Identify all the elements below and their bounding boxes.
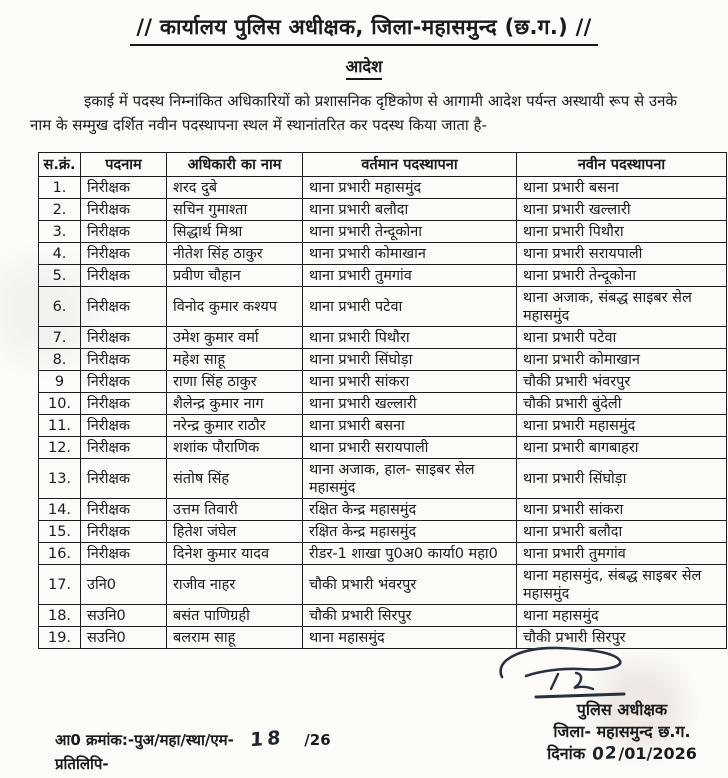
cell-new-posting: थाना प्रभारी बागबाहरा bbox=[517, 437, 727, 459]
cell-serial-no: 13. bbox=[39, 459, 81, 499]
table-row bbox=[39, 327, 727, 349]
cell-current-posting: थाना प्रभारी सरायपाली bbox=[303, 437, 517, 459]
cell-current-posting: चौकी प्रभारी भंवरपुर bbox=[303, 565, 517, 605]
cell-new-posting: चौकी प्रभारी भंवरपुर bbox=[517, 371, 727, 393]
table-row bbox=[39, 459, 727, 499]
date-day-handwritten: 02 bbox=[591, 743, 618, 765]
date-label: दिनांक bbox=[547, 744, 586, 763]
subheader bbox=[0, 54, 728, 80]
cell-serial-no: 14. bbox=[39, 499, 81, 521]
table-row bbox=[39, 371, 727, 393]
cell-serial-no: 3. bbox=[39, 221, 81, 243]
cell-current-posting: रक्षित केन्द्र महासमुंद bbox=[303, 499, 517, 521]
cell-current-posting: थाना प्रभारी बलौदा bbox=[303, 199, 517, 221]
footer bbox=[0, 649, 728, 778]
cell-designation: निरीक्षक bbox=[81, 265, 167, 287]
cell-designation: निरीक्षक bbox=[81, 287, 167, 327]
cell-new-posting: थाना प्रभारी सरायपाली bbox=[517, 243, 727, 265]
cell-current-posting: थाना प्रभारी तुमगांव bbox=[303, 265, 517, 287]
table-row bbox=[39, 243, 727, 265]
signature-scribble bbox=[492, 643, 642, 705]
cell-serial-no: 1. bbox=[39, 177, 81, 199]
cell-officer-name: उत्तम तिवारी bbox=[167, 499, 303, 521]
cell-designation: सउनि0 bbox=[81, 627, 167, 649]
intro-paragraph: इकाई में पदस्थ निम्नांकित अधिकारियों को प्रशासनिक दृष्टिकोण से आगामी आदेश पर्यन्त अस्थायी रूप से उनके नाम के सम्मुख दर्शित नवीन पदस्थापना स्थल में स्थानांतरित कर पदस्थ किया जाता है- bbox=[30, 92, 677, 134]
cell-officer-name: महेश साहू bbox=[167, 349, 303, 371]
cell-new-posting: थाना अजाक, संबद्ध साइबर सेल महासमुंद bbox=[517, 287, 727, 327]
cell-new-posting: थाना प्रभारी तुमगांव bbox=[517, 543, 727, 565]
cell-designation: निरीक्षक bbox=[81, 177, 167, 199]
cell-serial-no: 7. bbox=[39, 327, 81, 349]
cell-new-posting: चौकी प्रभारी सिरपुर bbox=[517, 627, 727, 649]
cell-serial-no: 17. bbox=[39, 565, 81, 605]
table-row bbox=[39, 415, 727, 437]
cell-new-posting: थाना प्रभारी तेन्दूकोना bbox=[517, 265, 727, 287]
cell-designation: निरीक्षक bbox=[81, 499, 167, 521]
cell-officer-name: सचिन गुमाश्ता bbox=[167, 199, 303, 221]
cell-officer-name: बसंत पाणिग्रही bbox=[167, 605, 303, 627]
cell-serial-no: 5. bbox=[39, 265, 81, 287]
cell-designation: निरीक्षक bbox=[81, 371, 167, 393]
header bbox=[0, 0, 728, 46]
cell-designation: निरीक्षक bbox=[81, 199, 167, 221]
cell-officer-name: नरेन्द्र कुमार राठौर bbox=[167, 415, 303, 437]
cell-serial-no: 19. bbox=[39, 627, 81, 649]
ref-prefix: आ0 क्रमांक:-पुअ/महा/स्था/एम- bbox=[55, 731, 234, 749]
table-row bbox=[39, 177, 727, 199]
cell-officer-name: राणा सिंह ठाकुर bbox=[167, 371, 303, 393]
cell-officer-name: प्रवीण चौहान bbox=[167, 265, 303, 287]
cell-current-posting: थाना महासमुंद bbox=[303, 627, 517, 649]
cell-serial-no: 6. bbox=[39, 287, 81, 327]
cell-current-posting: रक्षित केन्द्र महासमुंद bbox=[303, 521, 517, 543]
table-row bbox=[39, 287, 727, 327]
signatory-designation: पुलिस अधीक्षक bbox=[576, 700, 668, 719]
cell-current-posting: रीडर-1 शाखा पु0अ0 कार्या0 महा0 bbox=[303, 543, 517, 565]
table-header-row bbox=[39, 153, 727, 177]
cell-current-posting: थाना प्रभारी पटेवा bbox=[303, 287, 517, 327]
cell-new-posting: थाना प्रभारी पिथौरा bbox=[517, 221, 727, 243]
cell-new-posting: थाना प्रभारी पटेवा bbox=[517, 327, 727, 349]
ref-suffix: /26 bbox=[304, 731, 331, 749]
table-row bbox=[39, 521, 727, 543]
cell-current-posting: थाना प्रभारी तेन्दूकोना bbox=[303, 221, 517, 243]
cell-current-posting: चौकी प्रभारी सिरपुर bbox=[303, 605, 517, 627]
cell-officer-name: उमेश कुमार वर्मा bbox=[167, 327, 303, 349]
table-row bbox=[39, 349, 727, 371]
cell-officer-name: नीतेश सिंह ठाकुर bbox=[167, 243, 303, 265]
order-reference-line bbox=[55, 727, 331, 752]
table-row bbox=[39, 221, 727, 243]
cell-designation: सउनि0 bbox=[81, 605, 167, 627]
cell-new-posting: थाना महासमुंद, संबद्ध साइबर सेल महासमुंद bbox=[517, 565, 727, 605]
table-row bbox=[39, 265, 727, 287]
signature-date bbox=[527, 743, 717, 765]
cell-new-posting: थाना प्रभारी बलौदा bbox=[517, 521, 727, 543]
cell-officer-name: शशांक पौराणिक bbox=[167, 437, 303, 459]
copy-label: प्रतिलिपि- bbox=[55, 755, 109, 773]
signatory-district: जिला- महासमुन्द छ.ग. bbox=[553, 722, 691, 741]
col-serial-no: स.क्रं. bbox=[39, 153, 81, 177]
order-heading: आदेश bbox=[346, 54, 383, 80]
cell-current-posting: थाना प्रभारी कोमाखान bbox=[303, 243, 517, 265]
table-row bbox=[39, 199, 727, 221]
cell-designation: निरीक्षक bbox=[81, 437, 167, 459]
cell-current-posting: थाना अजाक, हाल- साइबर सेल महासमुंद bbox=[303, 459, 517, 499]
ref-number-handwritten: 18 bbox=[249, 726, 285, 752]
col-current-posting: वर्तमान पदस्थापना bbox=[303, 153, 517, 177]
cell-serial-no: 2. bbox=[39, 199, 81, 221]
cell-serial-no: 15. bbox=[39, 521, 81, 543]
table-row bbox=[39, 605, 727, 627]
table-row bbox=[39, 393, 727, 415]
cell-new-posting: थाना प्रभारी बसना bbox=[517, 177, 727, 199]
table-body bbox=[39, 177, 727, 649]
table-row bbox=[39, 437, 727, 459]
cell-designation: निरीक्षक bbox=[81, 543, 167, 565]
cell-new-posting: चौकी प्रभारी बुंदेली bbox=[517, 393, 727, 415]
cell-new-posting: थाना प्रभारी महासमुंद bbox=[517, 415, 727, 437]
table-row bbox=[39, 543, 727, 565]
cell-serial-no: 4. bbox=[39, 243, 81, 265]
cell-officer-name: सिद्धार्थ मिश्रा bbox=[167, 221, 303, 243]
cell-designation: निरीक्षक bbox=[81, 459, 167, 499]
date-rest: /01/2026 bbox=[618, 744, 697, 763]
cell-new-posting: थाना प्रभारी सांकरा bbox=[517, 499, 727, 521]
cell-current-posting: थाना प्रभारी सिंघोड़ा bbox=[303, 349, 517, 371]
cell-current-posting: थाना प्रभारी पिथौरा bbox=[303, 327, 517, 349]
cell-serial-no: 12. bbox=[39, 437, 81, 459]
cell-new-posting: थाना प्रभारी खल्लारी bbox=[517, 199, 727, 221]
transfer-table bbox=[38, 152, 727, 649]
cell-officer-name: हितेश जंघेल bbox=[167, 521, 303, 543]
cell-current-posting: थाना प्रभारी सांकरा bbox=[303, 371, 517, 393]
cell-designation: उनि0 bbox=[81, 565, 167, 605]
cell-officer-name: दिनेश कुमार यादव bbox=[167, 543, 303, 565]
cell-designation: निरीक्षक bbox=[81, 349, 167, 371]
cell-designation: निरीक्षक bbox=[81, 221, 167, 243]
cell-current-posting: थाना प्रभारी महासमुंद bbox=[303, 177, 517, 199]
table-row bbox=[39, 499, 727, 521]
cell-serial-no: 10. bbox=[39, 393, 81, 415]
page-title: // कार्यालय पुलिस अधीक्षक, जिला-महासमुन्द (छ.ग.) // bbox=[130, 13, 597, 46]
table-row bbox=[39, 565, 727, 605]
cell-officer-name: शरद दुबे bbox=[167, 177, 303, 199]
col-designation: पदनाम bbox=[81, 153, 167, 177]
cell-designation: निरीक्षक bbox=[81, 393, 167, 415]
cell-new-posting: थाना प्रभारी कोमाखान bbox=[517, 349, 727, 371]
cell-current-posting: थाना प्रभारी खल्लारी bbox=[303, 393, 517, 415]
table-header bbox=[39, 153, 727, 177]
col-officer-name: अधिकारी का नाम bbox=[167, 153, 303, 177]
cell-new-posting: थाना प्रभारी सिंघोड़ा bbox=[517, 459, 727, 499]
cell-officer-name: बलराम साहू bbox=[167, 627, 303, 649]
cell-serial-no: 16. bbox=[39, 543, 81, 565]
cell-designation: निरीक्षक bbox=[81, 243, 167, 265]
cell-officer-name: विनोद कुमार कश्यप bbox=[167, 287, 303, 327]
cell-serial-no: 8. bbox=[39, 349, 81, 371]
cell-designation: निरीक्षक bbox=[81, 521, 167, 543]
cell-designation: निरीक्षक bbox=[81, 415, 167, 437]
cell-serial-no: 11. bbox=[39, 415, 81, 437]
cell-serial-no: 18. bbox=[39, 605, 81, 627]
cell-officer-name: संतोष सिंह bbox=[167, 459, 303, 499]
cell-officer-name: शैलेन्द्र कुमार नाग bbox=[167, 393, 303, 415]
cell-designation: निरीक्षक bbox=[81, 327, 167, 349]
signatory-block bbox=[527, 699, 717, 765]
cell-new-posting: थाना महासमुंद bbox=[517, 605, 727, 627]
col-new-posting: नवीन पदस्थापना bbox=[517, 153, 727, 177]
cell-serial-no: 9 bbox=[39, 371, 81, 393]
reference-block bbox=[55, 727, 331, 776]
cell-officer-name: राजीव नाहर bbox=[167, 565, 303, 605]
cell-current-posting: थाना प्रभारी बसना bbox=[303, 415, 517, 437]
